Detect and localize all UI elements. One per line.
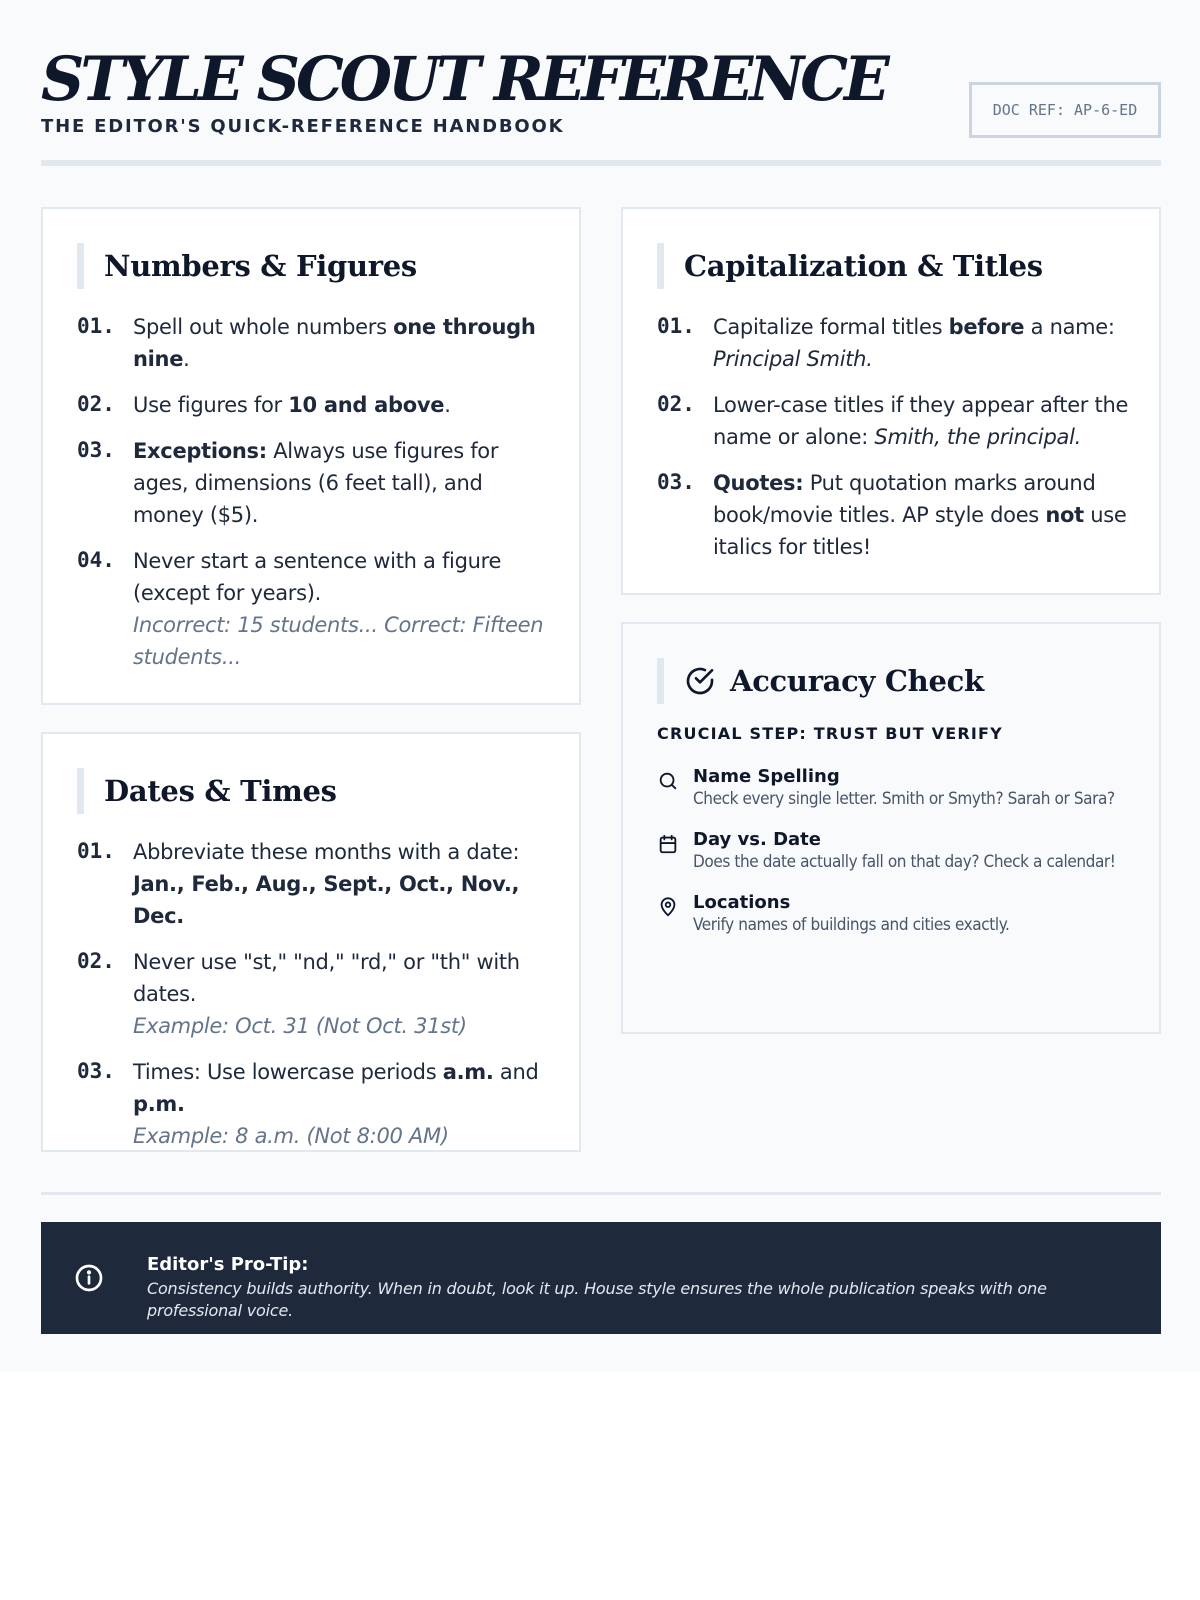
- rule-number: 03.: [657, 470, 695, 494]
- dates-rules: [77, 836, 555, 1166]
- map-pin-icon: [657, 892, 693, 937]
- pro-tip-text: Consistency builds authority. When in doubt, look it up. House style ensures the whole publication speaks with one professional voice.: [147, 1279, 1047, 1320]
- rule-item: [657, 311, 1135, 375]
- rule-example: Incorrect: 15 students... Correct: Fifteen students...: [133, 613, 544, 669]
- rule-text: Quotes: Put quotation marks around book/movie titles. AP style does not use italics for titles!: [713, 471, 1127, 559]
- rule-text: Times: Use lowercase periods a.m. and p.m. Example: 8 a.m. (Not 8:00 AM): [133, 1056, 555, 1152]
- rule-number: 04.: [77, 548, 115, 572]
- rule-item: [77, 435, 555, 531]
- check-title: Locations: [693, 892, 791, 913]
- rule-text: Spell out whole numbers one through nine.: [133, 315, 536, 371]
- rule-text: Capitalize formal titles before a name: Principal Smith.: [713, 315, 1115, 371]
- rule-text: Use figures for 10 and above.: [133, 393, 451, 417]
- rule-text: Lower-case titles if they appear after the name or alone: Smith, the principal.: [713, 393, 1129, 449]
- accuracy-list: [657, 766, 1125, 955]
- rule-text: Never use "st," "nd," "rd," or "th" with dates. Example: Oct. 31 (Not Oct. 31st): [133, 946, 555, 1042]
- rule-example: Example: 8 a.m. (Not 8:00 AM): [133, 1124, 449, 1148]
- list-item: [657, 892, 1125, 937]
- caps-card-title: Capitalization & Titles: [684, 249, 1043, 283]
- doc-ref-badge: DOC REF: AP-6-ED: [969, 82, 1161, 138]
- numbers-card: [41, 207, 581, 705]
- header: [41, 40, 1161, 137]
- list-item: [657, 766, 1125, 811]
- check-desc: Verify names of buildings and cities exactly.: [693, 915, 1010, 935]
- rule-item: [77, 545, 555, 673]
- pro-tip-banner: [41, 1222, 1161, 1334]
- rule-example: Example: Oct. 31 (Not Oct. 31st): [133, 1014, 467, 1038]
- numbers-rules: [77, 311, 555, 687]
- caps-rules: [657, 311, 1135, 577]
- footer-divider: [41, 1192, 1161, 1195]
- calendar-icon: [657, 829, 693, 874]
- rule-number: 01.: [77, 314, 115, 338]
- rule-number: 01.: [77, 839, 115, 863]
- rule-text: Abbreviate these months with a date: Jan., Feb., Aug., Sept., Oct., Nov., Dec.: [133, 840, 520, 928]
- numbers-card-header: [77, 243, 417, 289]
- rule-number: 03.: [77, 438, 115, 462]
- accuracy-card-title: Accuracy Check: [730, 664, 984, 698]
- rule-item: [657, 467, 1135, 563]
- check-title: Day vs. Date: [693, 829, 821, 850]
- rule-number: 01.: [657, 314, 695, 338]
- accuracy-subheading: CRUCIAL STEP: TRUST BUT VERIFY: [657, 724, 1003, 743]
- rule-item: [657, 389, 1135, 453]
- list-item: [657, 829, 1125, 874]
- dates-card-header: [77, 768, 337, 814]
- caps-card: [621, 207, 1161, 595]
- page-title: STYLE SCOUT REFERENCE: [41, 44, 886, 116]
- pro-tip-title: Editor's Pro-Tip:: [147, 1254, 309, 1275]
- search-icon: [657, 766, 693, 811]
- rule-item: [77, 311, 555, 375]
- page-subtitle: THE EDITOR'S QUICK-REFERENCE HANDBOOK: [41, 116, 565, 137]
- rule-number: 02.: [657, 392, 695, 416]
- rule-item: [77, 389, 555, 421]
- header-divider: [41, 160, 1161, 166]
- rule-item: [77, 836, 555, 932]
- rule-item: [77, 1056, 555, 1152]
- info-icon: [73, 1262, 105, 1299]
- check-desc: Does the date actually fall on that day? Check a calendar!: [693, 852, 1116, 872]
- rule-text: Never start a sentence with a figure (except for years). Incorrect: 15 students... Correct: Fifteen students...: [133, 545, 555, 673]
- dates-card-title: Dates & Times: [104, 774, 337, 808]
- rule-text: Exceptions: Always use figures for ages, dimensions (6 feet tall), and money ($5).: [133, 439, 499, 527]
- check-title: Name Spelling: [693, 766, 840, 787]
- check-desc: Check every single letter. Smith or Smyth? Sarah or Sara?: [693, 789, 1115, 809]
- accuracy-card-header: [657, 658, 984, 704]
- rule-number: 03.: [77, 1059, 115, 1083]
- rule-number: 02.: [77, 949, 115, 973]
- accuracy-card: [621, 622, 1161, 1034]
- rule-number: 02.: [77, 392, 115, 416]
- dates-card: [41, 732, 581, 1152]
- rule-item: [77, 946, 555, 1042]
- numbers-card-title: Numbers & Figures: [104, 249, 417, 283]
- check-circle-icon: [684, 665, 716, 697]
- caps-card-header: [657, 243, 1043, 289]
